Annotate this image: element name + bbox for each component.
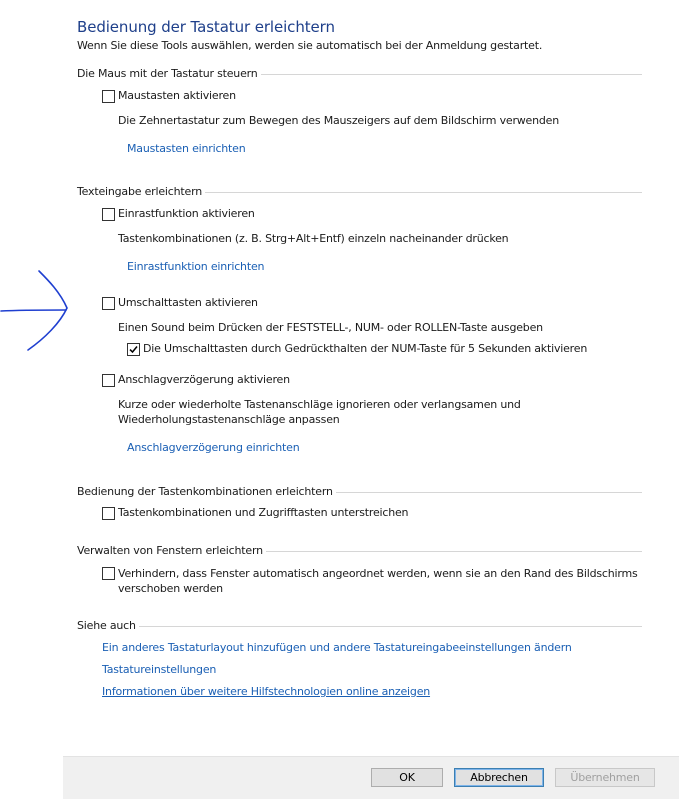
section-shortcuts [77,485,642,499]
togglekeys-hold-checkbox-label[interactable]: Die Umschalttasten durch Gedrückthalten der NUM-Taste für 5 Sekunden aktivieren [143,342,588,355]
prevent-snap-checkbox-label-line1[interactable]: Verhindern, dass Fenster automatisch angeordnet werden, wenn sie an den Rand des Bildschirms [118,567,638,580]
togglekeys-description: Einen Sound beim Drücken der FESTSTELL-, NUM- oder ROLLEN-Taste ausgeben [118,321,543,334]
checkmark-icon [129,345,138,354]
section-windows [77,544,642,558]
togglekeys-checkbox-label[interactable]: Umschalttasten aktivieren [118,296,258,309]
page-subtitle: Wenn Sie diese Tools auswählen, werden sie automatisch bei der Anmeldung gestartet. [77,39,543,52]
filterkeys-description-line2: Wiederholungstastenanschläge anpassen [118,413,340,426]
see-also-keyboard-layout-link[interactable]: Ein anderes Tastaturlayout hinzufügen und andere Tastatureingabeeinstellungen ändern [102,641,572,654]
section-divider [77,626,642,627]
section-see-also-label: Siehe auch [77,619,139,633]
section-mouse-label: Die Maus mit der Tastatur steuern [77,67,261,81]
section-windows-label: Verwalten von Fenstern erleichtern [77,544,266,558]
apply-button[interactable]: Übernehmen [555,768,655,787]
section-typing-label: Texteingabe erleichtern [77,185,205,199]
stickykeys-setup-link[interactable]: Einrastfunktion einrichten [127,260,265,273]
prevent-snap-checkbox-label-line2[interactable]: verschoben werden [118,582,223,595]
section-see-also [77,619,642,633]
mousekeys-description: Die Zehnertastatur zum Bewegen des Mauszeigers auf dem Bildschirm verwenden [118,114,560,127]
page-title: Bedienung der Tastatur erleichtern [77,18,335,36]
togglekeys-hold-checkbox[interactable] [127,343,140,356]
mousekeys-checkbox[interactable] [102,90,115,103]
annotation-arrow-icon [0,268,72,354]
underline-shortcuts-checkbox[interactable] [102,507,115,520]
mousekeys-setup-link[interactable]: Maustasten einrichten [127,142,246,155]
filterkeys-description-line1: Kurze oder wiederholte Tastenanschläge ignorieren oder verlangsamen und [118,398,521,411]
underline-shortcuts-checkbox-label[interactable]: Tastenkombinationen und Zugrifftasten unterstreichen [118,506,409,519]
togglekeys-checkbox[interactable] [102,297,115,310]
section-mouse [77,67,642,81]
stickykeys-description: Tastenkombinationen (z. B. Strg+Alt+Entf) einzeln nacheinander drücken [118,232,509,245]
section-shortcuts-label: Bedienung der Tastenkombinationen erleichtern [77,485,336,499]
filterkeys-checkbox[interactable] [102,374,115,387]
ok-button[interactable]: OK [371,768,443,787]
cancel-button[interactable]: Abbrechen [454,768,544,787]
mousekeys-checkbox-label[interactable]: Maustasten aktivieren [118,89,236,102]
stickykeys-checkbox-label[interactable]: Einrastfunktion aktivieren [118,207,255,220]
filterkeys-checkbox-label[interactable]: Anschlagverzögerung aktivieren [118,373,290,386]
filterkeys-setup-link[interactable]: Anschlagverzögerung einrichten [127,441,300,454]
prevent-snap-checkbox[interactable] [102,567,115,580]
stickykeys-checkbox[interactable] [102,208,115,221]
see-also-assistive-tech-link[interactable]: Informationen über weitere Hilfstechnologien online anzeigen [102,685,431,698]
section-typing [77,185,642,199]
see-also-keyboard-settings-link[interactable]: Tastatureinstellungen [102,663,217,676]
